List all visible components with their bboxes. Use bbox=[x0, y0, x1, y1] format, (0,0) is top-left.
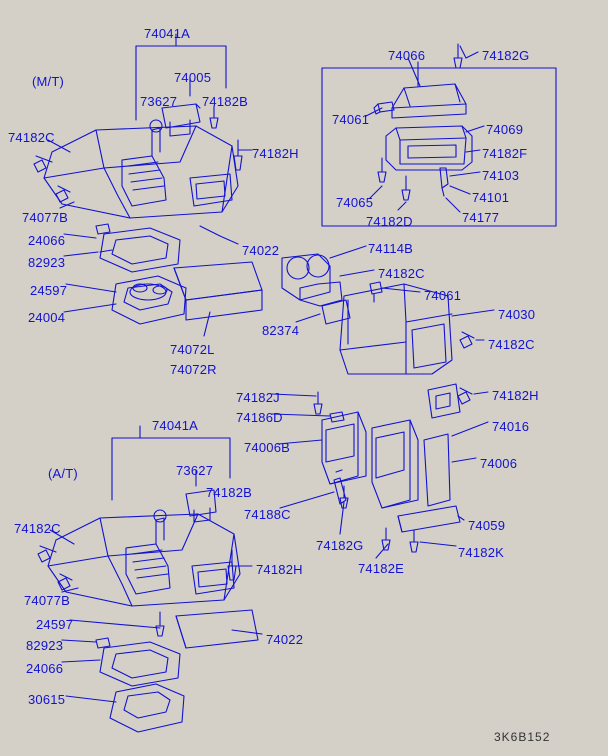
part-label-24066-bottom: 24066 bbox=[26, 661, 64, 676]
part-label-74077b-bottom: 74077B bbox=[24, 593, 71, 608]
part-label-74016: 74016 bbox=[492, 419, 530, 434]
label-group-mt: (M/T) bbox=[32, 74, 65, 89]
part-label-74059: 74059 bbox=[468, 518, 506, 533]
part-label-74114b: 74114B bbox=[368, 241, 414, 256]
part-label-74041a-top: 74041A bbox=[144, 26, 191, 41]
part-label-74101: 74101 bbox=[472, 190, 510, 205]
diagram-reference-code: 3K6B152 bbox=[494, 730, 551, 744]
part-label-74182f: 74182F bbox=[482, 146, 528, 161]
part-label-24597-top: 24597 bbox=[30, 283, 68, 298]
part-label-74182h-top: 74182H bbox=[252, 146, 299, 161]
part-label-73627-bottom: 73627 bbox=[176, 463, 214, 478]
part-label-74182c-bottomleft: 74182C bbox=[14, 521, 61, 536]
part-label-73627-top: 73627 bbox=[140, 94, 178, 109]
label-group-at: (A/T) bbox=[48, 466, 78, 481]
part-label-30615: 30615 bbox=[28, 692, 66, 707]
part-label-74022-bottom: 74022 bbox=[266, 632, 304, 647]
part-label-74182e: 74182E bbox=[358, 561, 405, 576]
part-label-74006: 74006 bbox=[480, 456, 518, 471]
part-label-74061-inset: 74061 bbox=[332, 112, 370, 127]
part-label-74022-top: 74022 bbox=[242, 243, 280, 258]
part-label-74182k: 74182K bbox=[458, 545, 505, 560]
part-label-24004: 24004 bbox=[28, 310, 66, 325]
part-label-82923-bottom: 82923 bbox=[26, 638, 64, 653]
part-label-74182j: 74182J bbox=[236, 390, 280, 405]
part-label-74182g-mid: 74182G bbox=[316, 538, 364, 553]
part-label-74186d: 74186D bbox=[236, 410, 283, 425]
part-label-74182c-cup: 74182C bbox=[378, 266, 425, 281]
part-label-24066-top: 24066 bbox=[28, 233, 66, 248]
part-label-74182c-topleft: 74182C bbox=[8, 130, 55, 145]
part-label-74182d: 74182D bbox=[366, 214, 413, 229]
part-label-74077b-top: 74077B bbox=[22, 210, 69, 225]
part-label-74182g-inset: 74182G bbox=[482, 48, 530, 63]
part-label-82374: 82374 bbox=[262, 323, 300, 338]
part-label-74065: 74065 bbox=[336, 195, 374, 210]
part-label-74041a-bottom: 74041A bbox=[152, 418, 199, 433]
part-label-74072r: 74072R bbox=[170, 362, 217, 377]
part-label-74006b: 74006B bbox=[244, 440, 291, 455]
part-label-74182h-bottom: 74182H bbox=[256, 562, 303, 577]
part-label-74005: 74005 bbox=[174, 70, 212, 85]
part-label-74182c-center: 74182C bbox=[488, 337, 535, 352]
part-label-82923-top: 82923 bbox=[28, 255, 66, 270]
part-label-74066: 74066 bbox=[388, 48, 426, 63]
part-label-74182h-mid: 74182H bbox=[492, 388, 539, 403]
part-label-24597-bottom: 24597 bbox=[36, 617, 74, 632]
part-label-74103: 74103 bbox=[482, 168, 520, 183]
part-label-74069: 74069 bbox=[486, 122, 524, 137]
part-label-74030: 74030 bbox=[498, 307, 536, 322]
part-label-74072l: 74072L bbox=[170, 342, 215, 357]
part-label-74182b-bottom: 74182B bbox=[206, 485, 253, 500]
part-label-74061-center: 74061 bbox=[424, 288, 462, 303]
part-label-74188c: 74188C bbox=[244, 507, 291, 522]
part-label-74177: 74177 bbox=[462, 210, 500, 225]
part-label-74182b-top: 74182B bbox=[202, 94, 249, 109]
